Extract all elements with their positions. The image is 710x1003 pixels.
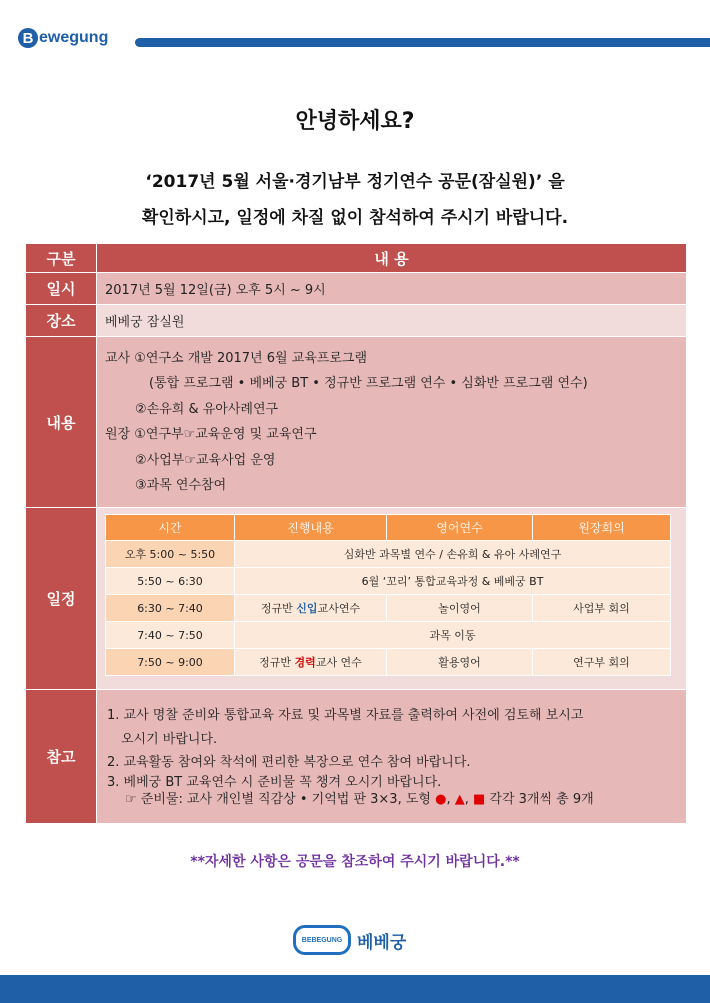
schedule-row-item [106, 595, 671, 622]
content-line: 교사 ①연구소 개발 2017년 6월 교육프로그램 [105, 350, 368, 366]
logo-mark: B [18, 28, 38, 48]
triangle-icon: ▲ [454, 792, 465, 807]
note-line: 2. 교육활동 참여와 착석에 편리한 복장으로 연수 참여 바랍니다. [107, 755, 471, 770]
program-prefix: 정규반 [260, 602, 297, 615]
content-line: ②손유희 & 유아사례연구 [135, 401, 279, 417]
program-highlight: 신입 [296, 602, 318, 615]
note-line: ☞ 준비물: 교사 개인별 직감상 • 기억법 판 3×3, 도형 ●, ▲, ■ 각각 3개씩 총 9개 [125, 792, 594, 807]
footer-bar [0, 975, 710, 1003]
schedule-table [105, 514, 671, 676]
schedule-english: 활용영어 [387, 649, 533, 676]
schedule-header-english: 영어연수 [387, 515, 533, 541]
materials-prefix: ☞ 준비물: 교사 개인별 직감상 • 기억법 판 3×3, 도형 [125, 792, 431, 807]
schedule-meeting: 연구부 회의 [533, 649, 671, 676]
content-line: 원장 ①연구부☞교육운영 및 교육연구 [105, 427, 317, 442]
header-bar [135, 38, 710, 47]
schedule-time: 5:50 ~ 6:30 [106, 568, 235, 595]
schedule-program [235, 649, 387, 676]
intro-line-1: ‘2017년 5월 서울·경기남부 정기연수 공문(잠실원)’ 을 [145, 172, 565, 192]
datetime-label: 일시 [26, 273, 97, 305]
note-line: 3. 베베궁 BT 교육연수 시 준비물 꼭 챙겨 오시기 바랍니다. [107, 775, 442, 790]
intro-line-2: 확인하시고, 일정에 차질 없이 참석하여 주시기 바랍니다. [141, 208, 569, 228]
notes-value [97, 690, 687, 824]
notes-row [26, 690, 687, 824]
schedule-header-time: 시간 [106, 515, 235, 541]
schedule-time: 7:40 ~ 7:50 [106, 622, 235, 649]
schedule-label: 일정 [26, 508, 97, 690]
schedule-time: 오후 5:00 ~ 5:50 [106, 541, 235, 568]
notes-label: 참고 [26, 690, 97, 824]
square-icon: ■ [472, 792, 486, 807]
note-line: 오시기 바랍니다. [121, 732, 218, 747]
content-row [26, 337, 687, 508]
greeting-title: 안녕하세요? [295, 109, 415, 134]
schedule-row-item [106, 649, 671, 676]
content-line: (통합 프로그램 • 베베궁 BT • 정규반 프로그램 연수 • 심화반 프로그램 연수) [149, 376, 588, 391]
schedule-row-item [106, 568, 671, 595]
schedule-time: 7:50 ~ 9:00 [106, 649, 235, 676]
content-label: 내용 [26, 337, 97, 508]
schedule-english: 놀이영어 [387, 595, 533, 622]
program-suffix: 교사 연수 [315, 656, 362, 669]
schedule-merged: 과목 이동 [235, 622, 671, 649]
bebegung-logo-text: 베베궁 [357, 932, 407, 953]
content-line: ③과목 연수참여 [135, 478, 227, 493]
bebegung-logo-mark: BEBEGUNG [293, 925, 351, 955]
content-value [97, 337, 687, 508]
schedule-meeting: 사업부 회의 [533, 595, 671, 622]
footer-note: **자세한 사항은 공문을 참조하여 주시기 바랍니다.** [190, 854, 520, 870]
schedule-merged: 심화반 과목별 연수 / 손유희 & 유아 사례연구 [235, 541, 671, 568]
materials-suffix: 각각 3개씩 총 9개 [489, 792, 594, 807]
content-line: ②사업부☞교육사업 운영 [135, 452, 276, 468]
schedule-row [26, 508, 687, 690]
place-value: 베베궁 잠실원 [97, 305, 687, 337]
schedule-value [97, 508, 687, 690]
table-header-row [26, 244, 687, 273]
place-row [26, 305, 687, 337]
bewegung-logo [18, 28, 108, 48]
schedule-header-meeting: 원장회의 [533, 515, 671, 541]
header-content: 내 용 [97, 244, 687, 273]
place-label: 장소 [26, 305, 97, 337]
datetime-value: 2017년 5월 12일(금) 오후 5시 ~ 9시 [97, 273, 687, 305]
logo-wordmark: ewegung [39, 29, 109, 46]
schedule-time: 6:30 ~ 7:40 [106, 595, 235, 622]
schedule-program [235, 595, 387, 622]
info-table [25, 243, 687, 824]
program-prefix: 정규반 [259, 656, 295, 669]
note-line: 1. 교사 명찰 준비와 통합교육 자료 및 과목별 자료를 출력하여 사전에 검토해 보시고 [107, 708, 584, 723]
program-highlight: 경력 [294, 656, 316, 669]
header-category: 구분 [26, 244, 97, 273]
schedule-row-item [106, 541, 671, 568]
circle-icon: ● [435, 792, 447, 807]
schedule-row-item [106, 622, 671, 649]
schedule-merged: 6월 ‘꼬리’ 통합교육과정 & 베베궁 BT [235, 568, 671, 595]
bebegung-logo [293, 925, 406, 955]
schedule-header-program: 진행내용 [235, 515, 387, 541]
datetime-row [26, 273, 687, 305]
program-suffix: 교사연수 [317, 602, 361, 615]
